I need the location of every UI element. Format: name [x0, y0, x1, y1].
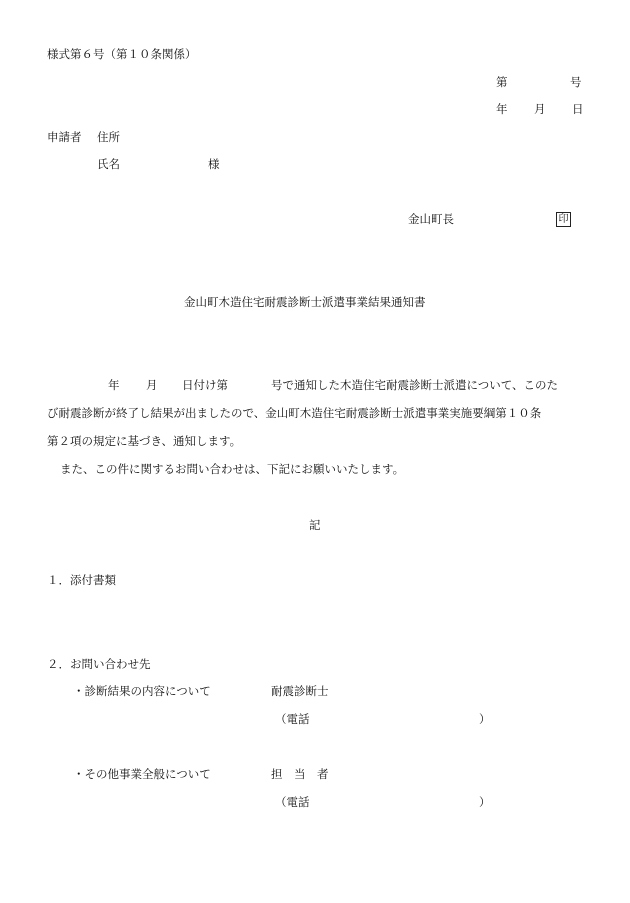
contacts-heading: ２．お問い合わせ先 [47, 657, 151, 671]
body-line4: また、この件に関するお問い合わせは、下記にお願いいたします。 [60, 462, 405, 476]
contact-person-1: 耐震診断士 [271, 684, 329, 698]
date-day: 日 [572, 102, 584, 116]
body-line2: び耐震診断が終了し結果が出ましたので、金山町木造住宅耐震診断士派遣事業実施要綱第１０条 [47, 406, 542, 420]
body-date-text: 日付け第 [182, 378, 228, 392]
body-line3: 第２項の規定に基づき、通知します。 [47, 434, 242, 448]
date-month: 月 [534, 102, 546, 116]
ki-heading: 記 [309, 518, 321, 532]
applicant-label: 申請者 [47, 130, 82, 144]
doc-no-prefix: 第 [496, 75, 508, 89]
contact-phone-label-1: （電話 [275, 712, 310, 726]
honorific: 様 [208, 157, 220, 171]
contact-person-2: 担 当 者 [271, 767, 329, 781]
body-month: 月 [146, 378, 158, 392]
attachments-heading: １．添付書類 [47, 573, 116, 587]
page-title: 金山町木造住宅耐震診断士派遣事業結果通知書 [184, 295, 426, 309]
contact-phone-label-2: （電話 [275, 795, 310, 809]
contact-topic-1: ・診断結果の内容について [73, 684, 211, 698]
date-year: 年 [496, 102, 508, 116]
address-label: 住所 [97, 130, 120, 144]
doc-no-suffix: 号 [570, 75, 582, 89]
contact-topic-2: ・その他事業全般について [73, 767, 211, 781]
body-year: 年 [108, 378, 120, 392]
seal-stamp [556, 212, 571, 227]
name-label: 氏名 [97, 157, 120, 171]
contact-phone-close-1: ） [479, 712, 491, 726]
issuer-title: 金山町長 [408, 212, 454, 226]
contact-phone-close-2: ） [479, 795, 491, 809]
form-number: 様式第６号（第１０条関係） [47, 47, 197, 61]
body-line1: 号で通知した木造住宅耐震診断士派遣について、このた [271, 378, 559, 392]
seal-text: 印 [558, 214, 569, 225]
